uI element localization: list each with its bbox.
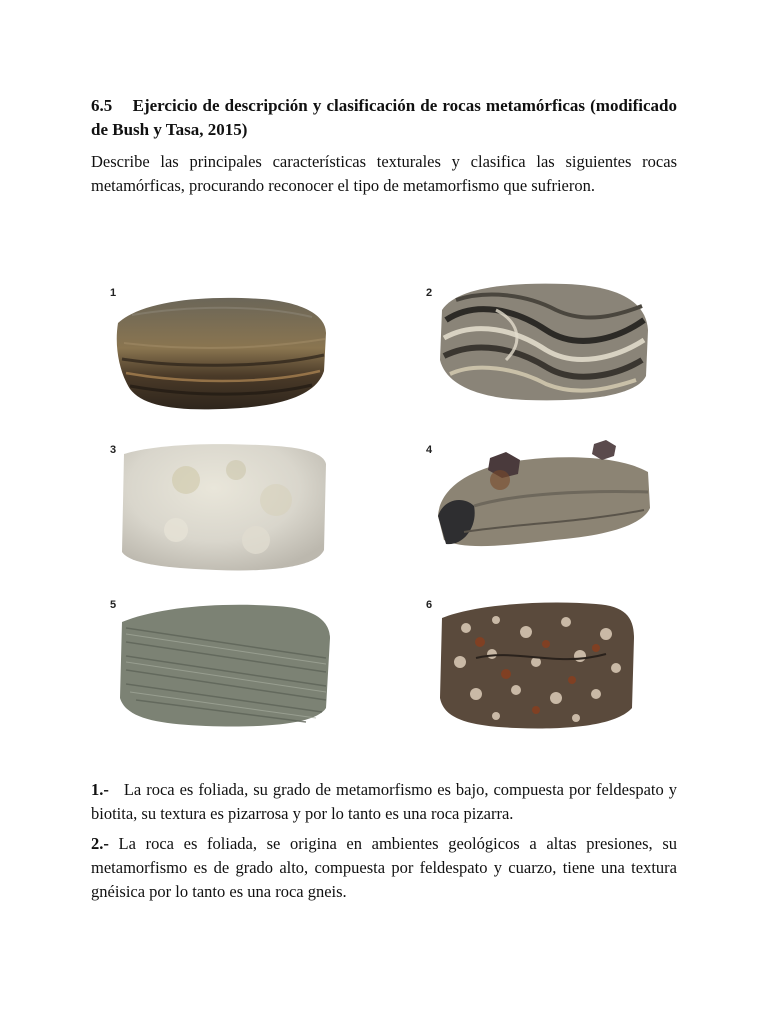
answer-2-text: La roca es foliada, se origina en ambientes geológicos a altas presiones, su metamorfismo es de grado alto, compuesta por feldespato y cuarzo, tiene una textura gnéisica por lo tanto es una roca gneis. [91,834,677,901]
section-number: 6.5 [91,96,113,115]
intro-paragraph: Describe las principales características texturales y clasifica las siguientes rocas metamórficas, procurando reconocer el tipo de metamorfismo que sufrieron. [91,152,677,195]
rock-image-4 [434,436,656,556]
rock-label-5: 5 [110,599,117,611]
rock-label-6: 6 [426,599,433,611]
rock-image-2 [436,280,652,404]
rock-image-6 [436,598,638,732]
answer-1-text: La roca es foliada, su grado de metamorfismo es bajo, compuesta por feldespato y biotita, su textura es pizarrosa y por lo tanto es una roca pizarra. [91,780,678,823]
answer-1-number: 1.- [91,780,109,799]
rock-label-3: 3 [110,444,117,456]
answer-2-number: 2.- [91,834,109,853]
rock-image-1 [112,293,330,415]
rock-label-2: 2 [426,287,433,299]
rock-label-1: 1 [110,287,117,299]
answer-2 [91,832,677,904]
answer-1 [91,778,677,826]
section-title: Ejercicio de descripción y clasificación de rocas metamórficas (modificado de Bush y Tasa, 2015) [91,96,678,139]
rock-label-4: 4 [426,444,433,456]
rock-image-3 [116,440,330,574]
rock-image-5 [116,598,334,730]
section-heading [91,94,677,142]
